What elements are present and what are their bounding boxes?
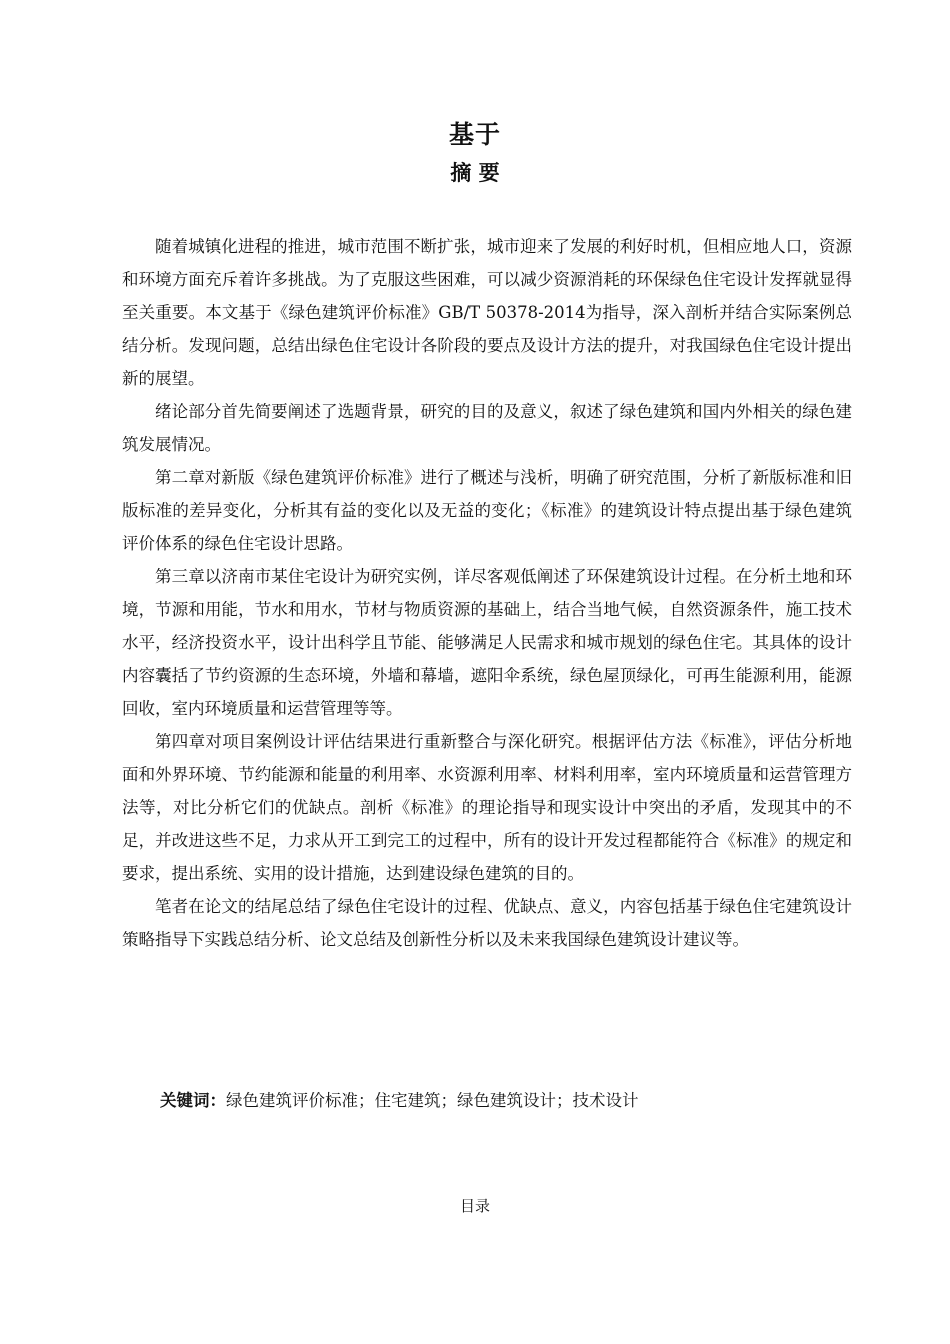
document-title: 基于: [448, 120, 501, 149]
abstract-paragraph: 第三章以济南市某住宅设计为研究实例，详尽客观低阐述了环保建筑设计过程。在分析土地和环境，节源和用能，节水和用水，节材与物质资源的基础上，结合当地气候，自然资源条件，施工技术水平，经济投资水平，设计出科学且节能、能够满足人民需求和城市规划的绿色住宅。其具体的设计内容囊括了节约资源的生态环境，外墙和幕墙，遮阳伞系统，绿色屋顶绿化，可再生能源利用，能源回收，室内环境质量和运营管理等等。: [122, 567, 852, 718]
keywords-label: 关键词：: [160, 1091, 226, 1110]
abstract-paragraph: 第二章对新版《绿色建筑评价标准》进行了概述与浅析，明确了研究范围，分析了新版标准和旧版标准的差异变化，分析其有益的变化以及无益的变化；《标准》的建筑设计特点提出基于绿色建筑评价体系的绿色住宅设计思路。: [122, 468, 852, 553]
keywords-text: 绿色建筑评价标准；住宅建筑；绿色建筑设计；技术设计: [226, 1091, 639, 1110]
abstract-paragraph: 绪论部分首先简要阐述了选题背景，研究的目的及意义，叙述了绿色建筑和国内外相关的绿色建筑发展情况。: [122, 402, 852, 454]
abstract-paragraph: 随着城镇化进程的推进，城市范围不断扩张，城市迎来了发展的利好时机，但相应地人口，资源和环境方面充斥着许多挑战。为了克服这些困难，可以减少资源消耗的环保绿色住宅设计发挥就显得至关重要。本文基于《绿色建筑评价标准》GB/T 50378-2014为指导，深入剖析并结合实际案例总结分析。发现问题，总结出绿色住宅设计各阶段的要点及设计方法的提升，对我国绿色住宅设计提出新的展望。: [122, 237, 852, 388]
abstract-paragraph: 第四章对项目案例设计评估结果进行重新整合与深化研究。根据评估方法《标准》，评估分析地面和外界环境、节约能源和能量的利用率、水资源利用率、材料利用率，室内环境质量和运营管理方法等，对比分析它们的优缺点。剖析《标准》的理论指导和现实设计中突出的矛盾，发现其中的不足，并改进这些不足，力求从开工到完工的过程中，所有的设计开发过程都能符合《标准》的规定和要求，提出系统、实用的设计措施，达到建设绿色建筑的目的。: [122, 732, 852, 883]
keywords-line: [160, 1084, 639, 1117]
abstract-body: [122, 230, 852, 956]
abstract-heading: 摘 要: [450, 161, 500, 185]
toc-label: 目录: [459, 1197, 490, 1215]
abstract-paragraph: 笔者在论文的结尾总结了绿色住宅设计的过程、优缺点、意义，内容包括基于绿色住宅建筑设计策略指导下实践总结分析、论文总结及创新性分析以及未来我国绿色建筑设计建议等。: [122, 897, 852, 949]
